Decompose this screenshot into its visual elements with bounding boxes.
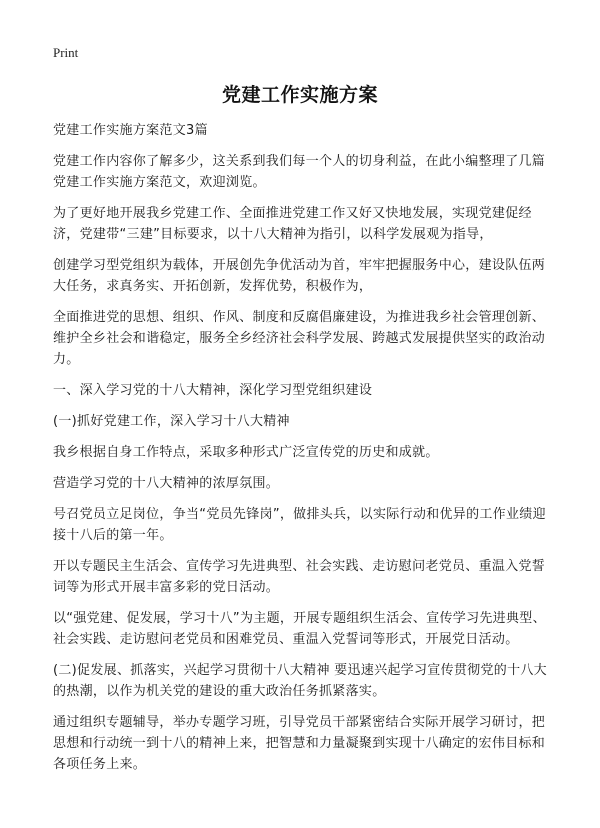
paragraph: 党建工作内容你了解多少，这关系到我们每一个人的切身利益，在此小编整理了几篇党建工作实施方案范文，欢迎浏览。 [53, 154, 546, 190]
paragraph: 以“强党建、促发展，学习十八”为主题，开展专题组织生活会、宣传学习先进典型、社会实践、走访慰问老党员和困难党员、重温入党誓词等形式，开展党日活动。 [53, 611, 546, 647]
print-link[interactable]: Print [53, 45, 79, 60]
section-heading: 一、深入学习党的十八大精神，深化学习型党组织建设 [53, 383, 373, 398]
paragraph-subtitle: 党建工作实施方案范文3篇 [53, 123, 208, 138]
document-body [53, 120, 553, 785]
paragraph: 号召党员立足岗位，争当“党员先锋岗”，做排头兵，以实际行动和优异的工作业绩迎接十八后的第一年。 [53, 507, 546, 543]
paragraph: 创建学习型党组织为载体，开展创先争优活动为首，牢牢把握服务中心，建设队伍两大任务，求真务实、开拓创新，发挥优势，积极作为， [53, 258, 546, 294]
subsection-heading: (一)抓好党建工作，深入学习十八大精神 [53, 414, 290, 429]
paragraph: 通过组织专题辅导，举办专题学习班，引导党员干部紧密结合实际开展学习研讨，把思想和行动统一到十八的精神上来，把智慧和力量凝聚到实现十八确定的宏伟目标和各项任务上来。 [53, 715, 546, 772]
document-title: 党建工作实施方案 [221, 84, 378, 106]
paragraph: 开以专题民主生活会、宣传学习先进典型、社会实践、走访慰问老党员、重温入党誓词等为形式开展丰富多彩的党日活动。 [53, 559, 546, 595]
paragraph: 为了更好地开展我乡党建工作、全面推进党建工作又好又快地发展，实现党建促经济，党建带“三建”目标要求，以十八大精神为指引，以科学发展观为指导， [53, 206, 532, 242]
paragraph: 全面推进党的思想、组织、作风、制度和反腐倡廉建设，为推进我乡社会管理创新、维护全乡社会和谐稳定，服务全乡经济社会科学发展、跨越式发展提供坚实的政治动力。 [53, 310, 546, 367]
paragraph: 我乡根据自身工作特点，采取多种形式广泛宣传党的历史和成就。 [53, 445, 439, 460]
paragraph: 营造学习党的十八大精神的浓厚氛围。 [53, 476, 280, 491]
subsection-heading: (二)促发展、抓落实，兴起学习贯彻十八大精神 要迅速兴起学习宣传贯彻党的十八大的热潮，以作为机关党的建设的重大政治任务抓紧落实。 [53, 663, 547, 699]
